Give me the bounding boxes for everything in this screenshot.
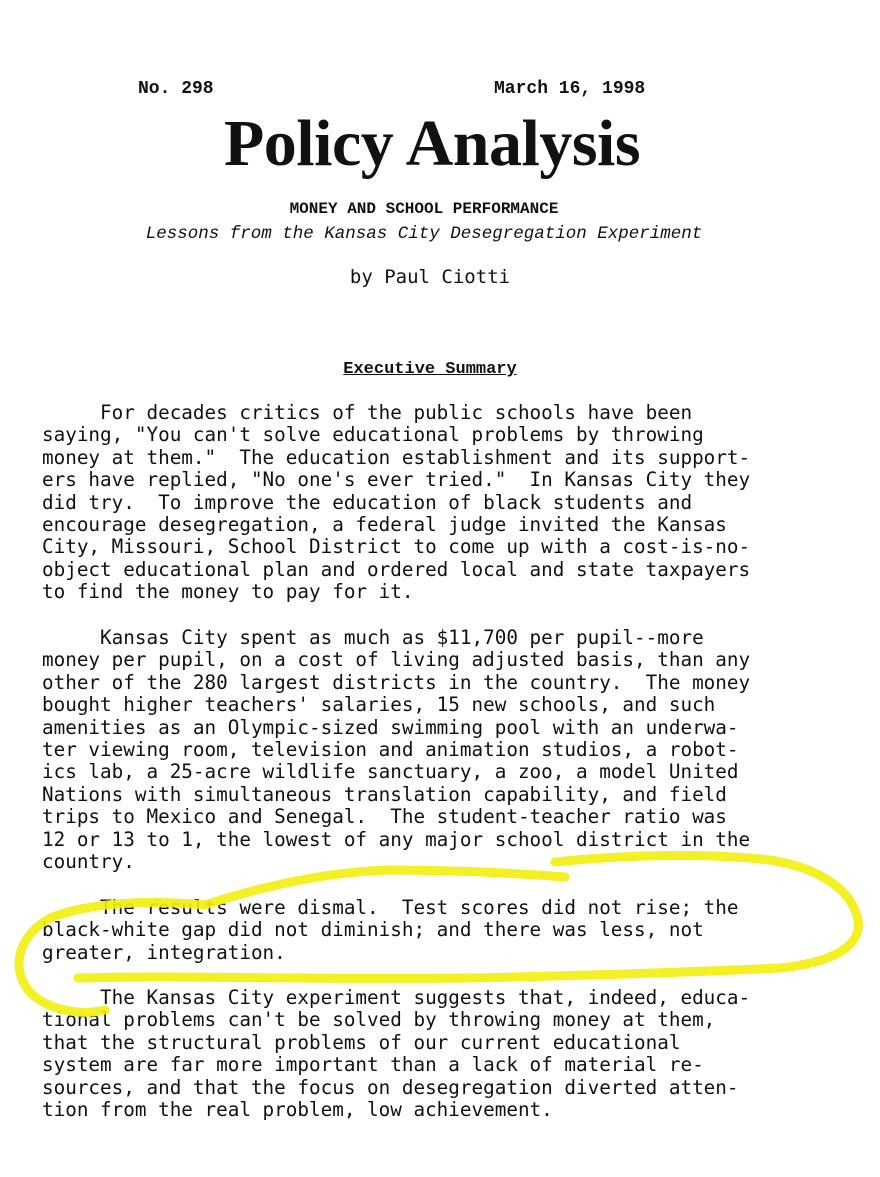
publication-title: Policy Analysis bbox=[223, 107, 641, 180]
author-byline: by Paul Ciotti bbox=[349, 266, 511, 288]
issue-date: March 16, 1998 bbox=[494, 79, 646, 99]
issue-number: No. 298 bbox=[138, 79, 214, 99]
article-heading: MONEY AND SCHOOL PERFORMANCE bbox=[289, 200, 559, 218]
summary-paragraph: Kansas City spent as much as $11,700 per pupil--more money per pupil, on a cost of living adjusted basis, than any other of the 280 largest districts in the country. The money bought higher teachers' salaries, 15 new schools, and such amenities as an Olympic-sized swimming pool with an underwa- ter viewing room, television and animation studios, a robot- ics lab, a 25-acre wildlife sanctuary, a zoo, a model United Nations with simultaneous translation capability, and field trips to Mexico and Senegal. The student-teacher ratio was 12 or 13 to 1, the lowest of any major school district in the country. bbox=[42, 626, 751, 874]
article-subheading: Lessons from the Kansas City Desegregation Experiment bbox=[145, 224, 703, 244]
section-title: Executive Summary bbox=[343, 360, 517, 379]
summary-paragraph: The results were dismal. Test scores did not rise; the black-white gap did not diminish; and there was less, not greater, integration. bbox=[42, 896, 739, 964]
summary-paragraph: For decades critics of the public schools have been saying, "You can't solve educational problems by throwing money at them." The education establishment and its support- ers have replied, "No one's ever tried." In Kansas City they did try. To improve the education of black students and encourage desegregation, a federal judge invited the Kansas City, Missouri, School District to come up with a cost-is-no- object educational plan and ordered local and state taxpayers to find the money to pay for it. bbox=[42, 401, 751, 604]
summary-paragraph: The Kansas City experiment suggests that, indeed, educa- tional problems can't be solved by throwing money at them, that the structural problems of our current educational system are far more important than a lack of material re- sources, and that the focus on desegregation diverted atten- tion from the real problem, low achievement. bbox=[42, 986, 751, 1122]
